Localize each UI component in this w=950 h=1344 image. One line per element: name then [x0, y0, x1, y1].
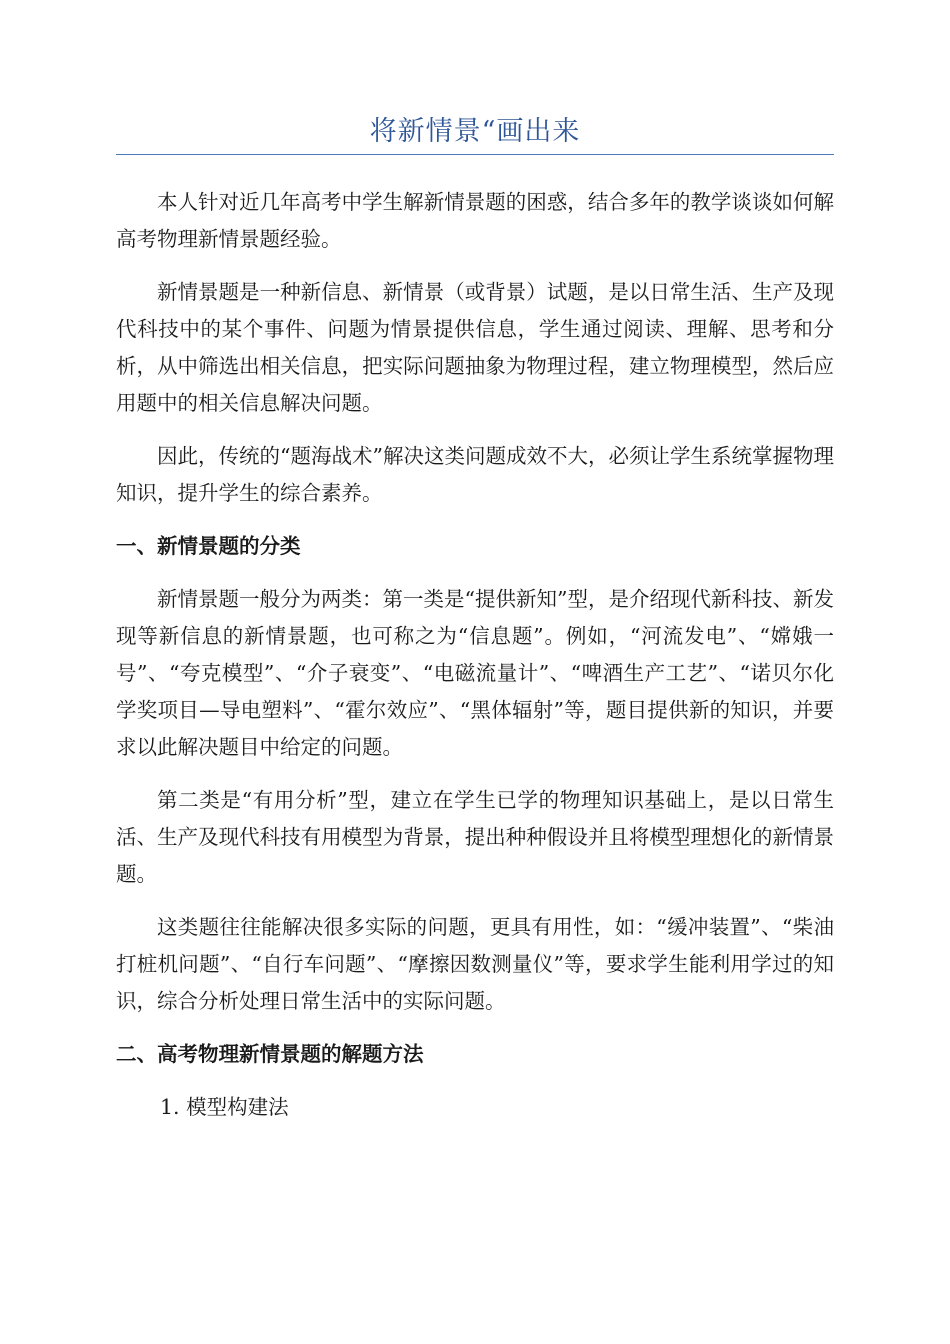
paragraph-type-two: 第二类是“有用分析”型，建立在学生已学的物理知识基础上，是以日常生活、生产及现代科技有用模型为背景，提出种种假设并且将模型理想化的新情景题。 — [116, 788, 834, 886]
title-underline — [116, 154, 834, 155]
paragraph-definition: 新情景题是一种新信息、新情景（或背景）试题，是以日常生活、生产及现代科技中的某个事件、问题为情景提供信息，学生通过阅读、理解、思考和分析，从中筛选出相关信息，把实际问题抽象为物理过程，建立物理模型，然后应用题中的相关信息解决问题。 — [116, 280, 834, 415]
subheading-model-building: 1. 模型构建法 — [160, 1095, 289, 1119]
paragraph-conclusion: 因此，传统的“题海战术”解决这类问题成效不大，必须让学生系统掌握物理知识，提升学生的综合素养。 — [116, 444, 834, 505]
paragraph-practical: 这类题往往能解决很多实际的问题，更具有用性，如：“缓冲装置”、“柴油打桩机问题”、“自行车问题”、“摩擦因数测量仪”等，要求学生能利用学过的知识，综合分析处理日常生活中的实际问题。 — [116, 915, 834, 1013]
section-heading-classification: 一、新情景题的分类 — [116, 534, 301, 558]
document-page — [116, 112, 834, 1126]
paragraph-type-one: 新情景题一般分为两类：第一类是“提供新知”型，是介绍现代新科技、新发现等新信息的新情景题，也可称之为“信息题”。例如，“河流发电”、“嫦娥一号”、“夸克模型”、“介子衰变”、“电磁流量计”、“啤酒生产工艺”、“诺贝尔化学奖项目—导电塑料”、“霍尔效应”、“黑体辐射”等，题目提供新的知识，并要求以此解决题目中给定的问题。 — [116, 587, 834, 759]
document-title: 将新情景“画出来 — [369, 116, 581, 147]
section-heading-methods: 二、高考物理新情景题的解题方法 — [116, 1042, 424, 1066]
paragraph-intro: 本人针对近几年高考中学生解新情景题的困惑，结合多年的教学谈谈如何解高考物理新情景题经验。 — [116, 190, 834, 251]
